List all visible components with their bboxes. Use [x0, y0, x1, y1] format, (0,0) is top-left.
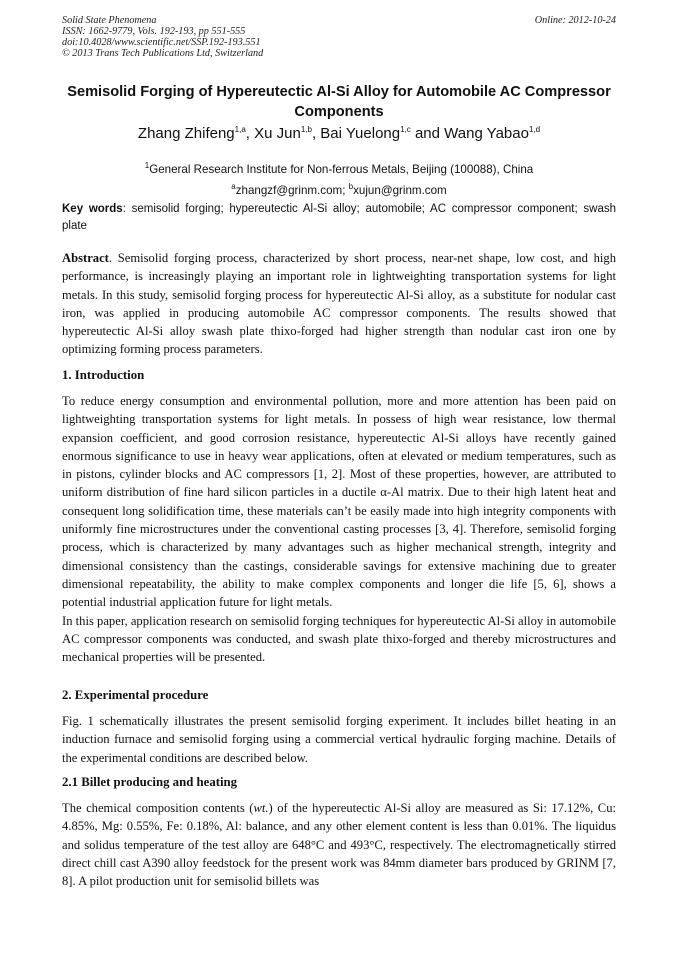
- issn-line: ISSN: 1662-9779, Vols. 192-193, pp 551-555: [62, 26, 246, 37]
- abstract: [62, 249, 616, 359]
- paragraph: To reduce energy consumption and environmental pollution, more and more attention has been paid on lightweighting transportation systems for light metals. In possess of high wear resistance, low thermal expansion coefficient, and good corrosion resistance, hypereutectic Al-Si alloys have recently gained enormous significance to use in heavy wear applications, often at elevated or medium temperatures, such as in pistons, cylinder blocks and AC compressors [1, 2]. Most of these properties, however, are attributed to uniform distribution of fine hard silicon particles in a ductile α-Al matrix. Due to their high latent heat and consequent long solidification time, these materials can’t be easily made into high integrity components with uniformly fine microstructures under the conventional casting processes [3, 4]. Therefore, semisolid forging process, which is characterized by many advantages such as higher mechanical strength, integrity and dimensional consistency than the castings, considerable savings for extensive machining due to greater dimensional repeatability, the ability to make complex components and longer die life [5, 6], shows a potential industrial application future for light metals.: [62, 394, 616, 610]
- author-name: Bai Yuelong: [320, 125, 401, 142]
- affiliation-superscript: 1: [144, 161, 150, 171]
- journal-header: [62, 15, 616, 59]
- copyright-line: © 2013 Trans Tech Publications Ltd, Switzerland: [62, 48, 264, 59]
- keywords: [62, 201, 616, 235]
- abstract-label: Abstract: [62, 251, 109, 265]
- subsection-heading-billet: 2.1 Billet producing and heating: [62, 775, 238, 789]
- email-superscript: a: [231, 182, 236, 192]
- author-superscript: 1,d: [528, 125, 541, 134]
- paragraph-rest: ) of the hypereutectic Al-Si alloy are measured as Si: 17.12%, Cu: 4.85%, Mg: 0.55%, Fe: 0.18%, Al: balance, and any other element content is less than 0.01%. The liquidus and solidus temperature of the test alloy are 648°C and 493°C, respectively. The electromagnetically stirred direct chill cast A390 alloy feedstock for the present work was 84mm diameter bars produced by GRINM [7, 8]. A pilot production unit for semisolid billets was: [62, 801, 616, 889]
- email-address[interactable]: zhangzf@grinm.com;: [235, 184, 349, 197]
- online-date: Online: 2012-10-24: [534, 15, 616, 26]
- section-heading-experimental: 2. Experimental procedure: [62, 688, 209, 702]
- paragraph-start: The chemical composition contents (: [62, 801, 254, 815]
- keywords-text: : semisolid forging; hypereutectic Al-Si alloy; automobile; AC compressor component; swash plate: [62, 203, 616, 232]
- section-heading-introduction: 1. Introduction: [62, 368, 145, 382]
- email-address[interactable]: xujun@grinm.com: [353, 184, 447, 197]
- paper-title: Semisolid Forging of Hypereutectic Al-Si Alloy for Automobile AC Compressor Components: [67, 84, 611, 120]
- author-list: [62, 124, 616, 144]
- introduction-body: [62, 392, 616, 666]
- author-superscript: 1,c: [400, 125, 411, 134]
- author-separator: and: [410, 125, 445, 142]
- paragraph-italic: wt.: [253, 801, 269, 815]
- doi-line[interactable]: doi:10.4028/www.scientific.net/SSP.192-193.551: [62, 37, 261, 48]
- author-name: Xu Jun: [254, 125, 301, 142]
- affiliation: [62, 162, 616, 177]
- email-line: [62, 183, 616, 198]
- paragraph: In this paper, application research on semisolid forging techniques for hypereutectic Al-Si alloy in automobile AC compressor components was conducted, and swash plate thixo-forged and thereby microstructures and mechanical properties will be presented.: [62, 613, 616, 665]
- author-name: Wang Yabao: [444, 125, 529, 142]
- abstract-text: . Semisolid forging process, characterized by short process, near-net shape, low cost, and high performance, is increasingly playing an important role in lightweighting transportation systems for light metals. In this study, semisolid forging process for hypereutectic Al-Si alloy, as a substitute for nodular cast iron, was applied in producing automobile AC compressor components. The results showed that hypereutectic Al-Si alloy swash plate thixo-forged had higher strength than nodular cast iron one by optimizing forming process parameters.: [62, 251, 616, 357]
- keywords-label: Key words: [62, 203, 123, 215]
- author-superscript: 1,b: [300, 125, 312, 134]
- author-name: Zhang Zhifeng: [137, 125, 235, 142]
- author-separator: ,: [245, 125, 255, 142]
- author-superscript: 1,a: [234, 125, 246, 134]
- experimental-body: [62, 712, 616, 767]
- author-separator: ,: [311, 125, 321, 142]
- billet-body: [62, 799, 616, 890]
- paragraph: Fig. 1 schematically illustrates the present semisolid forging experiment. It includes billet heating in an induction furnace and semisolid forging using a commercial vertical hydraulic forging machine. Details of the experimental conditions are described below.: [62, 714, 616, 765]
- email-superscript: b: [348, 182, 354, 192]
- affiliation-text: General Research Institute for Non-ferrous Metals, Beijing (100088), China: [149, 163, 534, 176]
- journal-name: Solid State Phenomena: [62, 15, 157, 26]
